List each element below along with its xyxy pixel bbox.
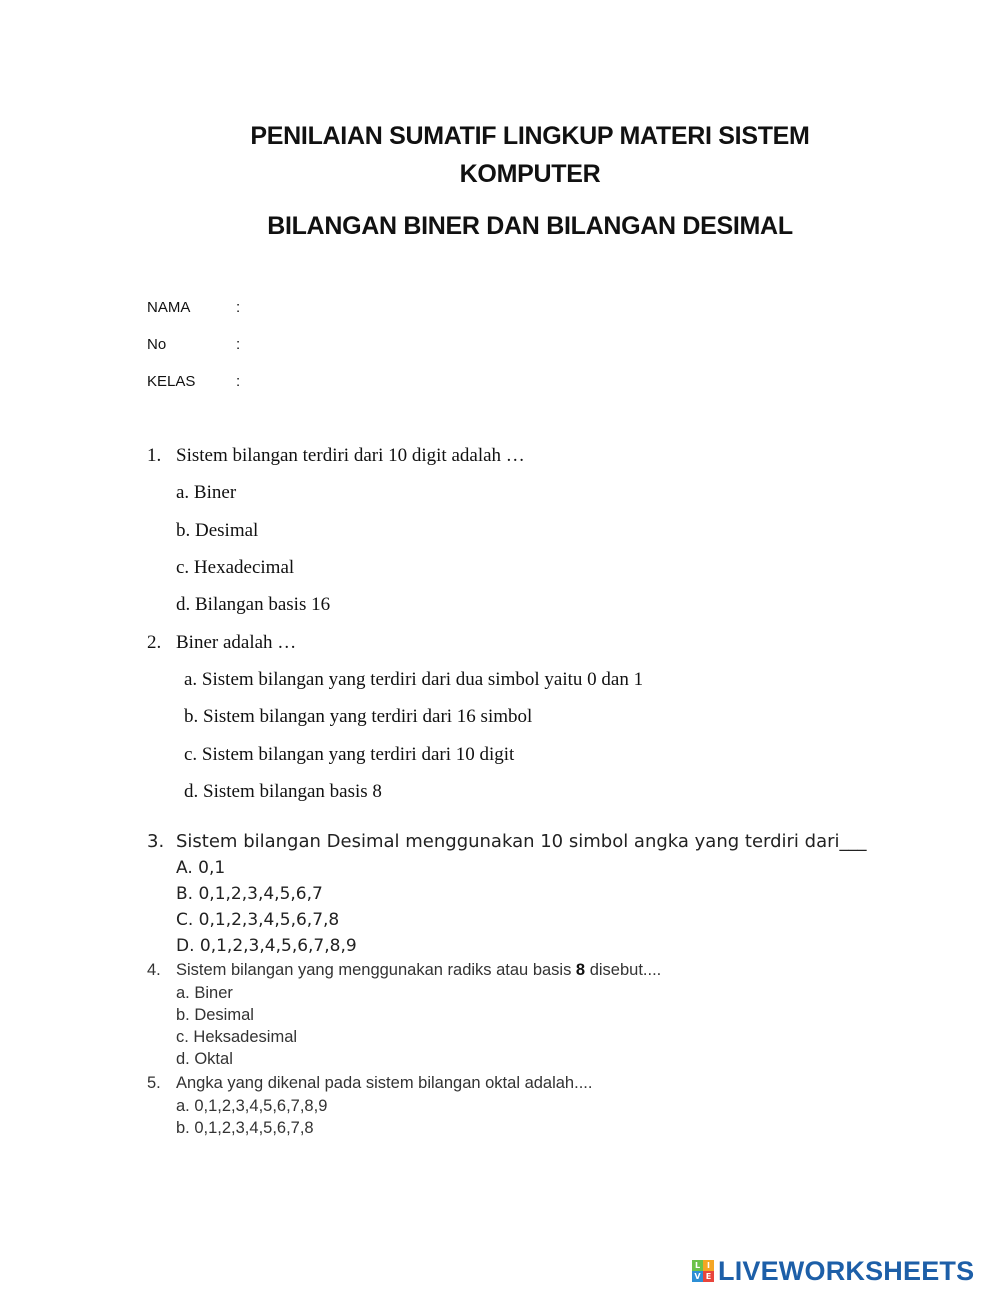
option-c[interactable]: c. Sistem bilangan yang terdiri dari 10 digit [184,744,515,765]
liveworksheets-logo-icon [692,1260,714,1282]
question-number: 2. [147,632,162,653]
page-subtitle: BILANGAN BINER DAN BILANGAN DESIMAL [267,212,793,240]
option-c[interactable]: C. 0,1,2,3,4,5,6,7,8 [176,910,340,930]
field-separator: : [236,373,241,390]
question-number: 3. [147,831,165,852]
question-text: Sistem bilangan terdiri dari 10 digit adalah … [176,445,525,466]
question-number: 5. [147,1074,161,1092]
option-d[interactable]: d. Bilangan basis 16 [176,594,331,615]
option-a[interactable]: a. 0,1,2,3,4,5,6,7,8,9 [176,1097,328,1115]
question-text-before: Sistem bilangan yang menggunakan radiks atau basis [176,961,576,979]
page-title-line1: PENILAIAN SUMATIF LINGKUP MATERI SISTEM [250,122,810,150]
question-text: Sistem bilangan Desimal menggunakan 10 simbol angka yang terdiri dari___ [176,831,867,852]
field-separator: : [236,336,241,353]
option-c[interactable]: c. Heksadesimal [176,1028,298,1046]
field-label: NAMA [147,299,191,316]
option-b[interactable]: b. 0,1,2,3,4,5,6,7,8 [176,1119,314,1137]
logo-text: LIVEWORKSHEETS [718,1255,975,1286]
option-d[interactable]: d. Sistem bilangan basis 8 [184,781,382,802]
page-title-line2: KOMPUTER [459,160,601,188]
option-b[interactable]: B. 0,1,2,3,4,5,6,7 [176,884,323,904]
option-a[interactable]: a. Biner [176,984,233,1002]
logo-letter-v: V [692,1271,703,1282]
question-text [176,961,661,980]
option-d[interactable]: d. Oktal [176,1050,233,1068]
question-text-bold: 8 [575,961,586,979]
question-text: Angka yang dikenal pada sistem bilangan oktal adalah.... [176,1074,593,1092]
logo-letter-i: I [703,1260,714,1271]
option-b[interactable]: b. Sistem bilangan yang terdiri dari 16 simbol [184,706,533,727]
question-number: 4. [147,961,161,979]
field-label: KELAS [147,373,196,390]
field-label: No [147,336,167,353]
option-a[interactable]: A. 0,1 [176,858,226,878]
liveworksheets-logo [692,1254,974,1288]
option-b[interactable]: b. Desimal [176,520,259,541]
option-b[interactable]: b. Desimal [176,1006,254,1024]
question-number: 1. [147,445,162,466]
question-text: Biner adalah … [176,632,297,653]
option-d[interactable]: D. 0,1,2,3,4,5,6,7,8,9 [176,936,357,956]
question-text-after: disebut.... [585,961,662,979]
logo-letter-l: L [692,1260,703,1271]
logo-letter-e: E [703,1271,714,1282]
field-separator: : [236,299,241,316]
option-c[interactable]: c. Hexadecimal [176,557,295,578]
option-a[interactable]: a. Biner [176,482,237,503]
option-a[interactable]: a. Sistem bilangan yang terdiri dari dua simbol yaitu 0 dan 1 [184,669,644,690]
